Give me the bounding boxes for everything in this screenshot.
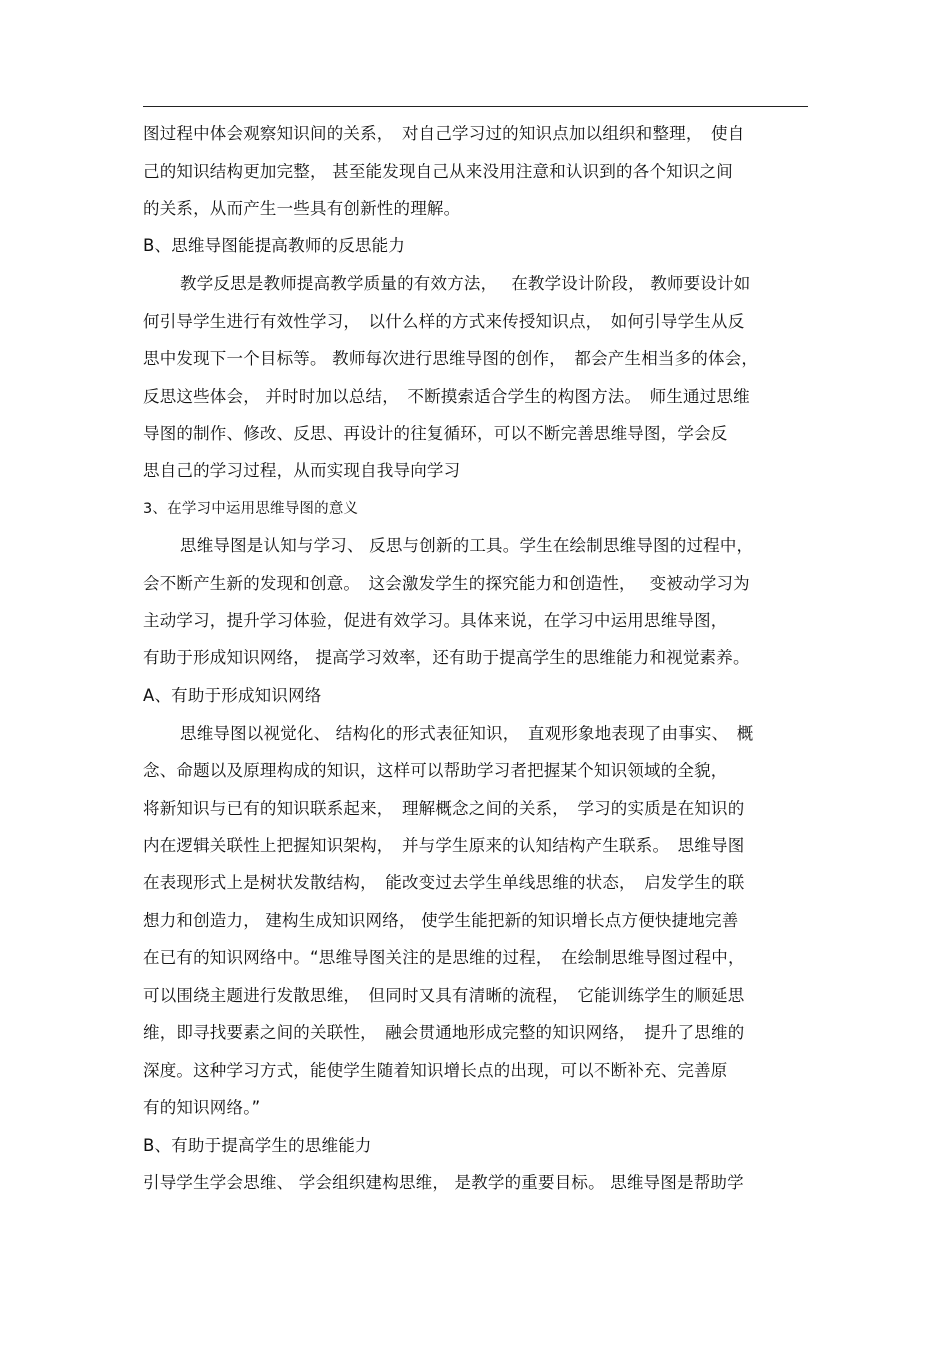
body-line: 教学反思是教师提高教学质量的有效方法， 在教学设计阶段， 教师要设计如 <box>180 274 751 293</box>
section-heading: B、思维导图能提高教师的反思能力 <box>143 236 406 255</box>
body-line: 己的知识结构更加完整， 甚至能发现自己从来没用注意和认识到的各个知识之间 <box>143 162 733 181</box>
body-line: 何引导学生进行有效性学习， 以什么样的方式来传授知识点， 如何引导学生从反 <box>143 312 745 331</box>
body-line: 念、命题以及原理构成的知识，这样可以帮助学习者把握某个知识领域的全貌， <box>143 761 728 780</box>
body-line: 思维导图是认知与学习、 反思与创新的工具。学生在绘制思维导图的过程中， <box>180 536 754 555</box>
section-heading: A、有助于形成知识网络 <box>143 686 322 705</box>
body-line: 可以围绕主题进行发散思维， 但同时又具有清晰的流程， 它能训练学生的顺延思 <box>143 986 745 1005</box>
body-line: 思中发现下一个目标等。 教师每次进行思维导图的创作， 都会产生相当多的体会， <box>143 349 759 368</box>
body-line: 会不断产生新的发现和创意。 这会激发学生的探究能力和创造性， 变被动学习为 <box>143 574 750 593</box>
body-line: 维，即寻找要素之间的关联性， 融会贯通地形成完整的知识网络， 提升了思维的 <box>143 1023 745 1042</box>
body-line: 图过程中体会观察知识间的关系， 对自己学习过的知识点加以组织和整理， 使自 <box>143 124 745 143</box>
body-line: 在已有的知识网络中。“思维导图关注的是思维的过程， 在绘制思维导图过程中， <box>143 948 745 967</box>
body-line: 在表现形式上是树状发散结构， 能改变过去学生单线思维的状态， 启发学生的联 <box>143 873 745 892</box>
header-rule <box>143 106 808 107</box>
body-line: 有助于形成知识网络， 提高学习效率，还有助于提高学生的思维能力和视觉素养。 <box>143 648 750 667</box>
body-line: 的关系，从而产生一些具有创新性的理解。 <box>143 199 461 218</box>
body-line: 导图的制作、修改、反思、再设计的往复循环，可以不断完善思维导图，学会反 <box>143 424 728 443</box>
body-line: 内在逻辑关联性上把握知识架构， 并与学生原来的认知结构产生联系。 思维导图 <box>143 836 745 855</box>
body-line: 思自己的学习过程，从而实现自我导向学习 <box>143 461 461 480</box>
body-line: 将新知识与已有的知识联系起来， 理解概念之间的关系， 学习的实质是在知识的 <box>143 799 745 818</box>
section-heading: 3、在学习中运用思维导图的意义 <box>143 501 359 517</box>
body-line: 思维导图以视觉化、 结构化的形式表征知识， 直观形象地表现了由事实、 概 <box>180 724 754 743</box>
body-line: 深度。这种学习方式，能使学生随着知识增长点的出现，可以不断补充、完善原 <box>143 1061 728 1080</box>
body-line: 引导学生学会思维、 学会组织建构思维， 是教学的重要目标。 思维导图是帮助学 <box>143 1173 744 1192</box>
body-line: 有的知识网络。” <box>143 1098 261 1117</box>
body-line: 反思这些体会， 并时时加以总结， 不断摸索适合学生的构图方法。 师生通过思维 <box>143 387 750 406</box>
section-heading: B、有助于提高学生的思维能力 <box>143 1136 372 1155</box>
body-line: 想力和创造力， 建构生成知识网络， 使学生能把新的知识增长点方便快捷地完善 <box>143 911 739 930</box>
body-line: 主动学习，提升学习体验，促进有效学习。具体来说，在学习中运用思维导图， <box>143 611 728 630</box>
